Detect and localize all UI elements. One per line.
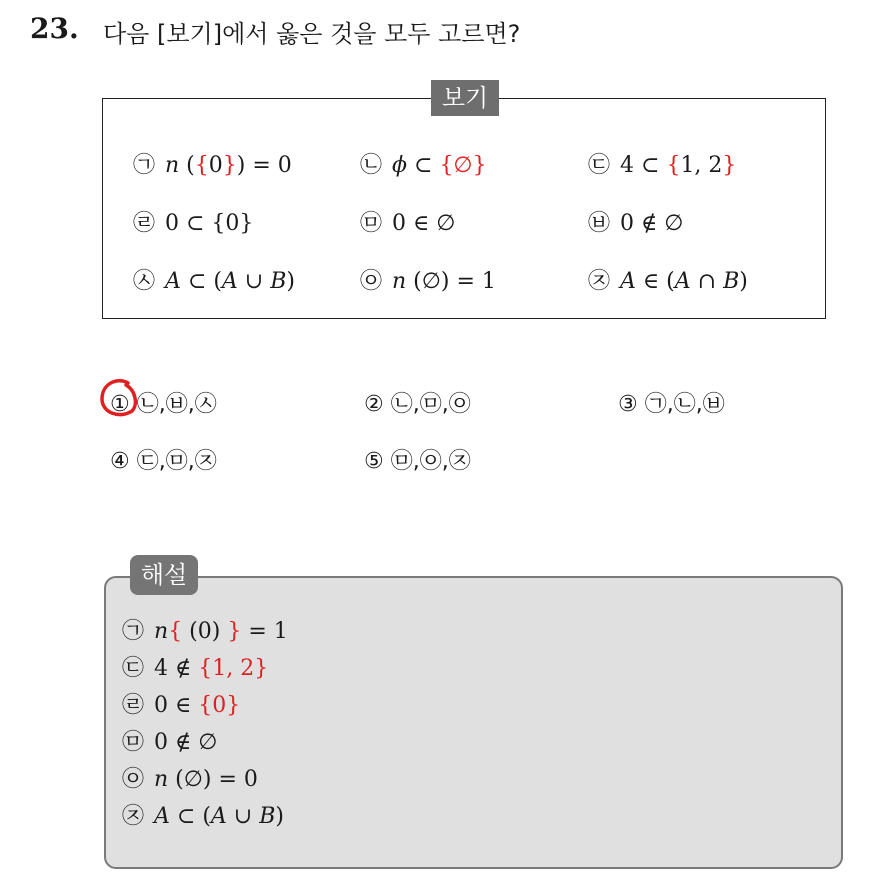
- bogi-item-1: ㉠ n ({0}) = 0: [133, 153, 292, 178]
- solution-line-3: ㉣ 0 ∈ {0}: [122, 693, 241, 718]
- solution-line-6: ㉨ A ⊂ (A ∪ B): [122, 804, 284, 829]
- solution-line-4: ㉤ 0 ∉ ∅: [122, 730, 218, 755]
- choice-number: ①: [110, 392, 130, 417]
- item-mark: ㉢: [588, 153, 611, 178]
- choice-number: ②: [364, 392, 384, 417]
- bogi-label: 보기: [431, 80, 499, 116]
- item-mark: ㉤: [360, 211, 383, 236]
- item-mark: ㉠: [133, 153, 156, 178]
- item-mark: ㉣: [122, 693, 145, 718]
- item-mark: ㉦: [133, 269, 156, 294]
- bogi-item-4: ㉣ 0 ⊂ {0}: [133, 211, 254, 236]
- solution-label: 해설: [130, 555, 198, 595]
- bogi-item-2: ㉡ ϕ ⊂ {∅}: [360, 153, 487, 178]
- item-mark: ㉧: [360, 269, 383, 294]
- solution-line-2: ㉢ 4 ∉ {1, 2}: [122, 656, 269, 681]
- bogi-item-8: ㉧ n (∅) = 1: [360, 269, 496, 294]
- question-text: 다음 [보기]에서 옳은 것을 모두 고르면?: [103, 20, 521, 48]
- choice-number: ⑤: [364, 449, 384, 474]
- choice-text: ㉠,㉡,㉥: [644, 392, 725, 417]
- item-mark: ㉡: [360, 153, 383, 178]
- item-mark: ㉧: [122, 767, 145, 792]
- choice-text: ㉡,㉤,㉧: [390, 392, 471, 417]
- choice-3[interactable]: [618, 387, 725, 418]
- bogi-item-9: ㉨ A ∈ (A ∩ B): [588, 269, 748, 294]
- item-mark: ㉨: [122, 804, 145, 829]
- solution-line-5: ㉧ n (∅) = 0: [122, 767, 258, 792]
- item-mark: ㉥: [588, 211, 611, 236]
- item-mark: ㉠: [122, 619, 145, 644]
- choice-text: ㉢,㉤,㉨: [136, 449, 217, 474]
- bogi-item-3: ㉢ 4 ⊂ {1, 2}: [588, 153, 737, 178]
- choice-4[interactable]: [110, 444, 217, 475]
- bogi-item-7: ㉦ A ⊂ (A ∪ B): [133, 269, 295, 294]
- choice-number: ④: [110, 449, 130, 474]
- question-number: 23.: [30, 12, 79, 45]
- solution-line-1: ㉠ n{ (0) } = 1: [122, 619, 288, 644]
- answer-circle-mark: [98, 377, 140, 421]
- choice-text: ㉡,㉥,㉦: [136, 392, 217, 417]
- item-mark: ㉢: [122, 656, 145, 681]
- choice-text: ㉤,㉧,㉨: [390, 449, 471, 474]
- bogi-item-5: ㉤ 0 ∈ ∅: [360, 211, 456, 236]
- item-mark: ㉤: [122, 730, 145, 755]
- choice-5[interactable]: [364, 444, 471, 475]
- choice-number: ③: [618, 392, 638, 417]
- bogi-item-6: ㉥ 0 ∉ ∅: [588, 211, 684, 236]
- choice-2[interactable]: [364, 387, 471, 418]
- item-mark: ㉣: [133, 211, 156, 236]
- item-mark: ㉨: [588, 269, 611, 294]
